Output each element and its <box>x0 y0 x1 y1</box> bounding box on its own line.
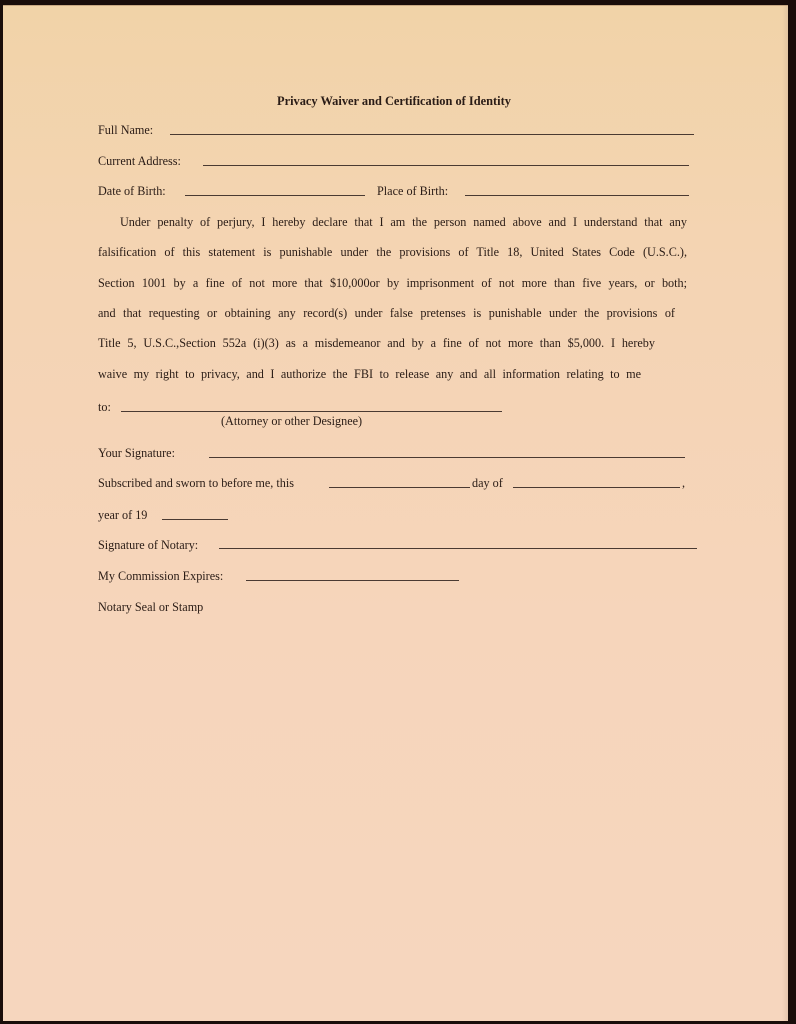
month-field[interactable] <box>513 487 680 488</box>
designee-label: to: <box>98 400 111 414</box>
designee-field[interactable] <box>121 411 502 412</box>
full-name-label: Full Name: <box>98 123 154 137</box>
date-of-birth-field[interactable] <box>185 195 365 196</box>
declaration-line-4 <box>98 306 675 320</box>
declaration-text-1: Under penalty of perjury, I hereby declare that I am the person named above and I understand that any <box>120 215 687 229</box>
current-address-field[interactable] <box>203 165 689 166</box>
year-field[interactable] <box>162 519 228 520</box>
declaration-text-6: waive my right to privacy, and I authorize the FBI to release any and all information relating to me <box>98 367 641 381</box>
date-of-birth-label: Date of Birth: <box>98 184 166 198</box>
declaration-text-2: falsification of this statement is punishable under the provisions of Title 18, United States Code (U.S.C.), <box>98 245 687 259</box>
your-signature-field[interactable] <box>209 457 685 458</box>
current-address-label: Current Address: <box>98 154 181 168</box>
day-field[interactable] <box>329 487 470 488</box>
declaration-text-4: and that requesting or obtaining any record(s) under false pretenses is punishable under the provisions of <box>98 306 675 320</box>
subscribed-sworn-label: Subscribed and sworn to before me, this <box>98 476 294 490</box>
designee-caption: (Attorney or other Designee) <box>221 414 363 428</box>
year-label: year of 19 <box>98 508 148 522</box>
commission-expires-field[interactable] <box>246 580 459 581</box>
declaration-line-3 <box>98 276 687 290</box>
declaration-text-5: Title 5, U.S.C.,Section 552a (i)(3) as a misdemeanor and by a fine of not more than $5,000. I hereby <box>98 336 655 350</box>
your-signature-label: Your Signature: <box>98 446 175 460</box>
place-of-birth-label: Place of Birth: <box>377 184 449 198</box>
notary-signature-label: Signature of Notary: <box>98 538 199 552</box>
declaration-text-3: Section 1001 by a fine of not more that $10,000or by imprisonment of not more than five years, or both; <box>98 276 687 290</box>
commission-expires-label: My Commission Expires: <box>98 569 224 583</box>
notary-signature-field[interactable] <box>219 548 697 549</box>
day-of-label: day of <box>472 476 503 490</box>
comma-text: , <box>682 476 686 490</box>
declaration-line-5 <box>98 336 655 350</box>
full-name-field[interactable] <box>170 134 694 135</box>
notary-seal-label: Notary Seal or Stamp <box>98 600 204 614</box>
place-of-birth-field[interactable] <box>465 195 689 196</box>
declaration-line-2 <box>98 245 687 259</box>
form-title: Privacy Waiver and Certification of Identity <box>277 94 511 108</box>
declaration-line-1 <box>120 215 687 229</box>
declaration-line-6 <box>98 367 641 381</box>
